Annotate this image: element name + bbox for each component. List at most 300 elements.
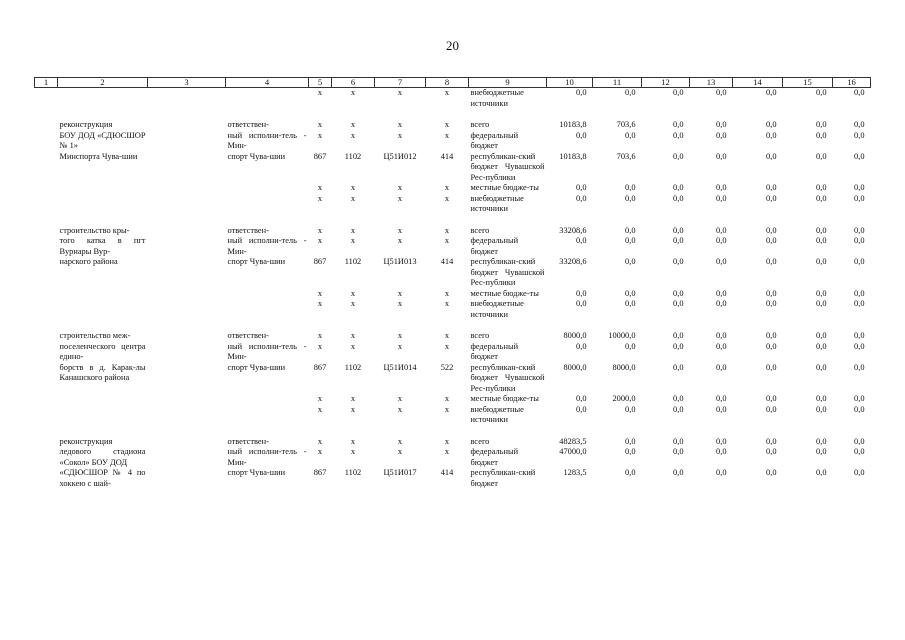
empty-cell (332, 109, 375, 120)
empty-cell (226, 215, 309, 226)
value-cell: 0,0 (716, 88, 727, 97)
table-row (35, 405, 871, 426)
funding-source-cell: внебюджетные источники (470, 299, 524, 319)
empty-cell (35, 236, 58, 257)
code-grbs-cell: 867 (313, 257, 327, 266)
empty-cell (593, 109, 642, 120)
value-cell: 0,0 (854, 404, 865, 414)
empty-cell (547, 215, 593, 226)
value-cell: 0,0 (816, 394, 827, 403)
code-section-cell: х (350, 236, 356, 245)
empty-cell (35, 299, 58, 320)
value-cell: 0,0 (716, 130, 727, 140)
column-header-9: 9 (469, 78, 547, 88)
value-cell: 0,0 (673, 341, 684, 351)
value-cell: 0,0 (673, 362, 684, 372)
funding-source-cell: внебюджетные источники (470, 404, 524, 424)
code-grbs-cell: х (317, 288, 323, 298)
value-cell: 0,0 (673, 120, 684, 129)
value-cell: 48283,5 (559, 436, 587, 446)
value-cell: 0,0 (766, 341, 777, 351)
code-grbs-cell: х (317, 341, 323, 351)
executor-cell: ответствен- (227, 331, 269, 340)
code-target-cell: Ц51И013 (383, 257, 417, 266)
empty-cell (35, 289, 58, 300)
empty-cell (35, 437, 58, 448)
empty-cell (58, 215, 148, 226)
code-grbs-cell: х (317, 404, 323, 414)
empty-cell (426, 320, 469, 331)
empty-cell (642, 109, 690, 120)
code-section-cell: х (350, 120, 356, 129)
table-row (35, 152, 871, 184)
value-cell: 0,0 (766, 130, 777, 140)
empty-cell (148, 405, 226, 426)
empty-cell (148, 426, 226, 437)
value-cell: 0,0 (766, 404, 777, 414)
table-row (35, 226, 871, 237)
table-row (35, 342, 871, 363)
value-cell: 0,0 (854, 341, 865, 351)
empty-cell (148, 468, 226, 489)
page-number: 20 (446, 38, 459, 53)
column-header-8: 8 (426, 78, 469, 88)
table-row (35, 447, 871, 468)
code-type-cell: х (444, 394, 450, 403)
value-cell: 0,0 (854, 88, 865, 97)
value-cell: 0,0 (625, 299, 636, 308)
column-header-13: 13 (690, 78, 733, 88)
code-target-cell: Ц51И014 (383, 362, 417, 372)
funding-source-cell: республикан-ский бюджет Чувашской Рес-публики (470, 362, 545, 393)
empty-cell (332, 320, 375, 331)
value-cell: 0,0 (766, 257, 777, 266)
funding-source-cell: федеральный бюджет (470, 447, 519, 467)
empty-cell (309, 215, 332, 226)
empty-cell (642, 215, 690, 226)
table-row (35, 236, 871, 257)
code-type-cell: х (444, 341, 450, 351)
code-grbs-cell: 867 (313, 151, 327, 161)
value-cell: 703,6 (616, 120, 636, 129)
funding-source-cell: республикан-ский бюджет Чувашской Рес-публики (470, 257, 545, 287)
value-cell: 0,0 (576, 88, 587, 97)
funding-source-cell: всего (470, 331, 490, 340)
code-grbs-cell: х (317, 299, 323, 308)
code-section-cell: х (350, 225, 356, 235)
funding-source-cell: всего (470, 120, 490, 129)
value-cell: 0,0 (716, 447, 727, 456)
value-cell: 0,0 (673, 299, 684, 308)
executor-cell: ный исполни-тель - Мин- (227, 236, 307, 256)
table-row (35, 194, 871, 215)
value-cell: 8000,0 (612, 362, 636, 372)
table-row (35, 394, 871, 405)
empty-cell (690, 320, 733, 331)
code-type-cell: х (444, 288, 450, 298)
code-section-cell: 1102 (344, 151, 362, 161)
value-cell: 0,0 (716, 362, 727, 372)
value-cell: 10000,0 (608, 331, 636, 340)
executor-cell (226, 289, 309, 300)
table-row (35, 468, 871, 489)
code-type-cell: х (444, 331, 450, 340)
value-cell: 8000,0 (563, 331, 587, 340)
object-name-cell (58, 405, 148, 426)
code-target-cell: х (397, 225, 403, 235)
value-cell: 703,6 (616, 151, 636, 161)
code-type-cell: 414 (440, 257, 454, 266)
executor-cell (226, 299, 309, 320)
value-cell: 0,0 (673, 447, 684, 456)
value-cell: 0,0 (816, 151, 827, 161)
column-header-14: 14 (733, 78, 783, 88)
empty-cell (783, 215, 833, 226)
empty-cell (547, 109, 593, 120)
value-cell: 0,0 (625, 468, 636, 477)
empty-cell (35, 109, 58, 120)
value-cell: 0,0 (716, 225, 727, 235)
empty-cell (148, 289, 226, 300)
value-cell: 0,0 (625, 236, 636, 245)
value-cell: 0,0 (716, 404, 727, 414)
column-header-2: 2 (58, 78, 148, 88)
empty-cell (148, 437, 226, 448)
empty-cell (309, 109, 332, 120)
value-cell: 0,0 (673, 394, 684, 403)
empty-cell (426, 109, 469, 120)
code-grbs-cell: х (317, 130, 323, 140)
value-cell: 0,0 (766, 299, 777, 308)
funding-source-cell: федеральный бюджет (470, 130, 519, 150)
value-cell: 0,0 (816, 331, 827, 340)
object-name-cell: ледового стадиона «Сокол» БОУ ДОД (59, 447, 146, 467)
empty-cell (733, 320, 783, 331)
empty-cell (35, 468, 58, 489)
empty-cell (426, 426, 469, 437)
funding-source-cell: местные бюдже-ты (470, 183, 539, 192)
value-cell: 0,0 (576, 130, 587, 140)
empty-cell (35, 405, 58, 426)
value-cell: 0,0 (766, 183, 777, 192)
table-body (35, 88, 871, 490)
value-cell: 0,0 (766, 436, 777, 446)
value-cell: 0,0 (625, 404, 636, 414)
value-cell: 0,0 (625, 130, 636, 140)
code-grbs-cell: х (317, 120, 323, 129)
value-cell: 0,0 (766, 468, 777, 477)
code-type-cell: х (444, 404, 450, 414)
value-cell: 0,0 (816, 236, 827, 245)
empty-cell (35, 394, 58, 405)
column-header-5: 5 (309, 78, 332, 88)
value-cell: 0,0 (816, 404, 827, 414)
empty-cell (375, 320, 426, 331)
empty-cell (833, 426, 871, 437)
code-target-cell: х (397, 193, 403, 203)
value-cell: 0,0 (673, 436, 684, 446)
spacer-row (35, 426, 871, 437)
value-cell: 0,0 (576, 236, 587, 245)
code-type-cell: х (444, 436, 450, 446)
code-grbs-cell: х (317, 394, 323, 403)
empty-cell (35, 194, 58, 215)
code-type-cell: х (444, 299, 450, 308)
empty-cell (35, 183, 58, 194)
value-cell: 0,0 (625, 193, 636, 203)
empty-cell (593, 215, 642, 226)
value-cell: 0,0 (673, 151, 684, 161)
code-grbs-cell: х (317, 225, 323, 235)
value-cell: 0,0 (854, 151, 865, 161)
table-row (35, 437, 871, 448)
value-cell: 33208,6 (559, 225, 587, 235)
value-cell: 0,0 (816, 468, 827, 477)
value-cell: 0,0 (854, 447, 865, 456)
table-row (35, 120, 871, 131)
value-cell: 0,0 (854, 288, 865, 298)
value-cell: 0,0 (673, 331, 684, 340)
executor-cell: спорт Чува-шии (227, 257, 286, 266)
empty-cell (35, 331, 58, 342)
value-cell: 0,0 (854, 299, 865, 308)
executor-cell: ответствен- (227, 436, 269, 446)
empty-cell (690, 109, 733, 120)
code-grbs-cell: х (317, 447, 323, 456)
value-cell: 0,0 (673, 257, 684, 266)
empty-cell (593, 426, 642, 437)
value-cell: 0,0 (716, 288, 727, 298)
empty-cell (148, 257, 226, 289)
empty-cell (690, 426, 733, 437)
empty-cell (148, 152, 226, 184)
object-name-cell (58, 194, 148, 215)
value-cell: 0,0 (816, 257, 827, 266)
value-cell: 0,0 (576, 288, 587, 298)
funding-source-cell: федеральный бюджет (470, 236, 519, 256)
object-name-cell: БОУ ДОД «СДЮСШОР № 1» (59, 130, 146, 150)
value-cell: 0,0 (716, 193, 727, 203)
funding-source-cell: внебюджетные источники (470, 193, 524, 213)
funding-source-cell: республикан-ский бюджет (470, 468, 536, 488)
code-target-cell: х (397, 183, 403, 192)
code-grbs-cell: 867 (313, 362, 327, 372)
empty-cell (148, 131, 226, 152)
column-header-12: 12 (642, 78, 690, 88)
empty-cell (332, 215, 375, 226)
code-target-cell: х (397, 120, 403, 129)
value-cell: 0,0 (625, 436, 636, 446)
code-type-cell: х (444, 120, 450, 129)
code-grbs-cell: х (317, 331, 323, 340)
code-grbs-cell: х (317, 193, 323, 203)
empty-cell (226, 320, 309, 331)
value-cell: 0,0 (816, 362, 827, 372)
value-cell: 0,0 (766, 120, 777, 129)
code-grbs-cell: х (317, 236, 323, 245)
executor-cell: ный исполни-тель - Мин- (227, 447, 307, 467)
empty-cell (35, 342, 58, 363)
empty-cell (783, 109, 833, 120)
empty-cell (58, 109, 148, 120)
empty-cell (35, 120, 58, 131)
column-header-10: 10 (547, 78, 593, 88)
spacer-row (35, 215, 871, 226)
code-target-cell: Ц51И012 (383, 151, 417, 161)
code-section-cell: х (350, 404, 356, 414)
value-cell: 0,0 (576, 341, 587, 351)
table-row (35, 289, 871, 300)
object-name-cell: «СДЮСШОР № 4 по хоккею с шай- (59, 468, 146, 488)
code-section-cell: х (350, 394, 356, 403)
code-type-cell: х (444, 130, 450, 140)
object-name-cell: реконструкция (59, 436, 113, 446)
code-type-cell: 522 (440, 362, 454, 372)
code-target-cell: х (397, 88, 403, 97)
table-row (35, 363, 871, 395)
object-name-cell: строительство кры- (59, 225, 130, 235)
value-cell: 0,0 (716, 341, 727, 351)
value-cell: 0,0 (766, 193, 777, 203)
value-cell: 0,0 (673, 404, 684, 414)
value-cell: 0,0 (816, 120, 827, 129)
code-type-cell: х (444, 447, 450, 456)
code-section-cell: х (350, 288, 356, 298)
code-section-cell: х (350, 341, 356, 351)
value-cell: 0,0 (854, 468, 865, 477)
value-cell: 0,0 (576, 183, 587, 192)
object-name-cell: того катка в пгт Вурнары Вур- (59, 236, 146, 256)
empty-cell (547, 426, 593, 437)
value-cell: 0,0 (673, 88, 684, 97)
value-cell: 0,0 (854, 225, 865, 235)
empty-cell (35, 426, 58, 437)
value-cell: 10183,8 (559, 120, 587, 129)
object-name-cell: борств в д. Карак-лы Канашского района (59, 362, 146, 382)
code-type-cell: х (444, 236, 450, 245)
empty-cell (58, 320, 148, 331)
value-cell: 0,0 (816, 183, 827, 192)
code-type-cell: х (444, 193, 450, 203)
executor-cell (226, 183, 309, 194)
code-target-cell: х (397, 299, 403, 308)
executor-cell: ный исполни-тель - Мин- (227, 341, 307, 361)
value-cell: 0,0 (766, 88, 777, 97)
value-cell: 0,0 (766, 394, 777, 403)
funding-source-cell: всего (470, 225, 490, 235)
code-target-cell: х (397, 404, 403, 414)
value-cell: 0,0 (625, 88, 636, 97)
funding-source-cell: местные бюдже-ты (470, 288, 539, 298)
empty-cell (148, 236, 226, 257)
code-section-cell: х (350, 183, 356, 192)
value-cell: 47000,0 (559, 447, 587, 456)
funding-source-cell: местные бюдже-ты (470, 394, 539, 403)
empty-cell (148, 342, 226, 363)
column-header-3: 3 (148, 78, 226, 88)
code-section-cell: х (350, 299, 356, 308)
table-row (35, 331, 871, 342)
value-cell: 0,0 (716, 120, 727, 129)
code-grbs-cell: х (317, 88, 323, 97)
value-cell: 0,0 (816, 341, 827, 351)
value-cell: 0,0 (625, 225, 636, 235)
value-cell: 0,0 (716, 236, 727, 245)
value-cell: 0,0 (716, 436, 727, 446)
empty-cell (148, 120, 226, 131)
empty-cell (148, 299, 226, 320)
value-cell: 0,0 (854, 120, 865, 129)
code-grbs-cell: х (317, 183, 323, 192)
code-type-cell: х (444, 183, 450, 192)
value-cell: 0,0 (625, 288, 636, 298)
empty-cell (148, 226, 226, 237)
value-cell: 0,0 (854, 362, 865, 372)
value-cell: 0,0 (625, 447, 636, 456)
empty-cell (58, 426, 148, 437)
value-cell: 0,0 (673, 236, 684, 245)
value-cell: 0,0 (576, 193, 587, 203)
empty-cell (35, 88, 58, 110)
value-cell: 1283,5 (563, 468, 587, 477)
empty-cell (148, 88, 226, 110)
executor-cell: ный исполни-тель - Мин- (227, 130, 307, 150)
object-name-cell (58, 289, 148, 300)
value-cell: 0,0 (816, 225, 827, 235)
spacer-row (35, 320, 871, 331)
empty-cell (35, 320, 58, 331)
empty-cell (35, 363, 58, 395)
empty-cell (833, 320, 871, 331)
empty-cell (148, 109, 226, 120)
code-grbs-cell: 867 (313, 468, 327, 477)
value-cell: 0,0 (716, 257, 727, 266)
empty-cell (35, 131, 58, 152)
object-name-cell: Минспорта Чува-шии (59, 151, 138, 161)
code-type-cell: 414 (440, 151, 454, 161)
object-name-cell: поселенческого центра едино- (59, 341, 146, 361)
budget-table (34, 77, 871, 489)
table-row (35, 88, 871, 110)
empty-cell (332, 426, 375, 437)
code-section-cell: 1102 (344, 362, 362, 372)
value-cell: 0,0 (673, 288, 684, 298)
value-cell: 0,0 (854, 257, 865, 266)
empty-cell (469, 426, 547, 437)
empty-cell (783, 426, 833, 437)
funding-source-cell: республикан-ский бюджет Чувашской Рес-публики (470, 151, 545, 182)
empty-cell (593, 320, 642, 331)
spacer-row (35, 109, 871, 120)
value-cell: 0,0 (854, 183, 865, 192)
code-target-cell: х (397, 341, 403, 351)
empty-cell (547, 320, 593, 331)
code-type-cell: х (444, 88, 450, 97)
empty-cell (148, 394, 226, 405)
code-section-cell: х (350, 130, 356, 140)
value-cell: 0,0 (816, 436, 827, 446)
table-row (35, 299, 871, 320)
column-header-11: 11 (593, 78, 642, 88)
empty-cell (833, 109, 871, 120)
empty-cell (733, 426, 783, 437)
value-cell: 0,0 (816, 288, 827, 298)
value-cell: 0,0 (673, 130, 684, 140)
column-header-15: 15 (783, 78, 833, 88)
object-name-cell (58, 299, 148, 320)
value-cell: 0,0 (625, 183, 636, 192)
value-cell: 0,0 (766, 331, 777, 340)
